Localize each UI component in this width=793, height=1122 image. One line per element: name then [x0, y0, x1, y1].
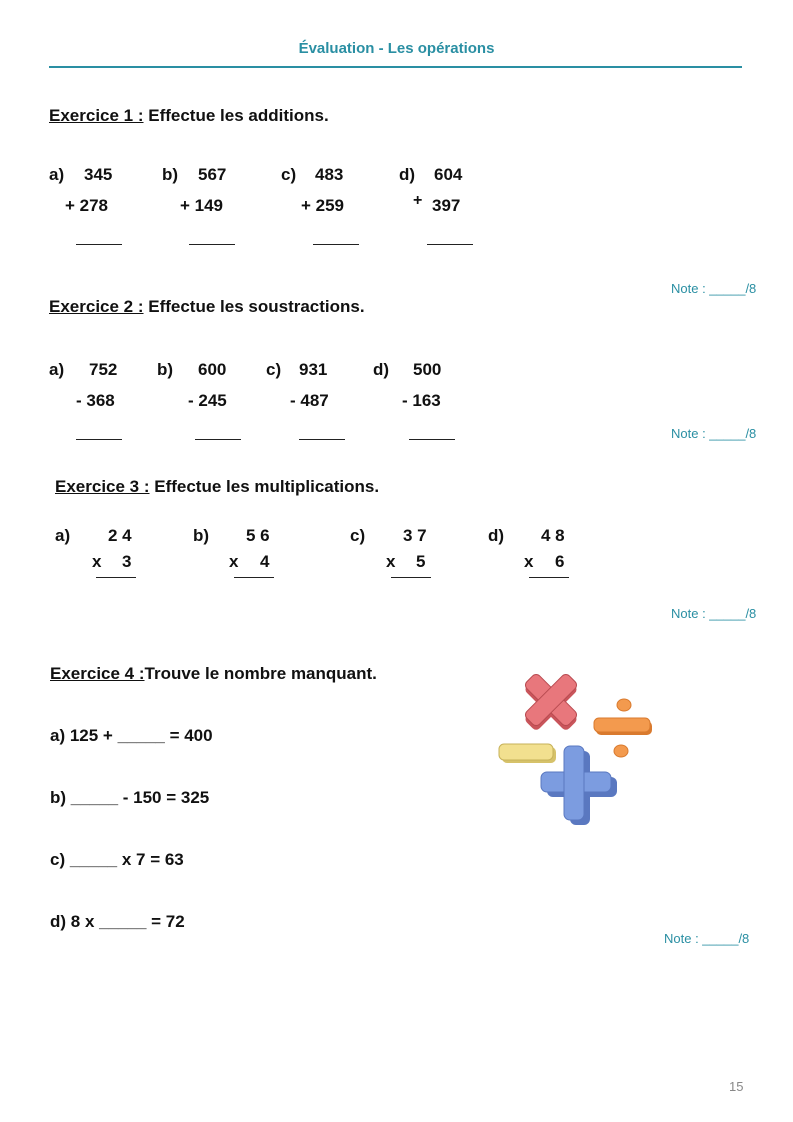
ex2-answer-a[interactable] — [76, 439, 122, 440]
ex3-x-a: x — [92, 552, 102, 571]
times-icon — [506, 668, 595, 747]
ex1-letter-b: b) — [162, 165, 179, 184]
exercise-3-label: Exercice 3 : — [55, 477, 150, 496]
ex4-note: Note : _____/8 — [664, 931, 750, 946]
ex3-answer-line-b[interactable] — [234, 577, 274, 578]
ex3-note: Note : _____/8 — [671, 606, 757, 621]
ex1-top-b: 567 — [198, 165, 227, 184]
math-operations-icon — [495, 668, 660, 826]
ex2-answer-d[interactable] — [409, 439, 455, 440]
page-number: 15 — [729, 1079, 744, 1094]
ex4-item-d[interactable]: d) 8 x _____ = 72 — [50, 912, 185, 931]
exercise-2-title — [49, 297, 365, 317]
ex3-letter-d: d) — [488, 526, 505, 545]
page-title: Évaluation - Les opérations — [298, 40, 495, 57]
ex2-top-c: 931 — [299, 360, 328, 379]
ex3-mult-d: 6 — [555, 552, 565, 571]
ex2-letter-c: c) — [266, 360, 282, 379]
ex2-letter-a: a) — [49, 360, 65, 379]
ex4-item-b[interactable]: b) _____ - 150 = 325 — [50, 788, 210, 807]
ex1-op-c: + 259 — [301, 196, 345, 215]
ex2-answer-c[interactable] — [299, 439, 345, 440]
ex3-x-b: x — [229, 552, 239, 571]
ex3-letter-b: b) — [193, 526, 210, 545]
ex4-item-a[interactable]: a) 125 + _____ = 400 — [50, 726, 213, 745]
ex1-op-a: + 278 — [65, 196, 109, 215]
ex3-x-d: x — [524, 552, 534, 571]
ex1-op-b: + 149 — [180, 196, 224, 215]
ex1-letter-c: c) — [281, 165, 297, 184]
divide-icon — [594, 699, 652, 757]
ex1-letter-a: a) — [49, 165, 65, 184]
exercise-4-title — [50, 664, 377, 684]
ex3-top-a: 2 4 — [108, 526, 132, 545]
ex3-answer-line-c[interactable] — [391, 577, 431, 578]
ex2-top-b: 600 — [198, 360, 227, 379]
header-divider — [49, 66, 742, 68]
exercise-1-label: Exercice 1 : — [49, 106, 144, 125]
ex3-mult-c: 5 — [416, 552, 426, 571]
ex1-op-d: 397 — [432, 196, 461, 215]
ex1-answer-d[interactable] — [427, 244, 473, 245]
ex3-top-b: 5 6 — [246, 526, 270, 545]
ex1-top-a: 345 — [84, 165, 113, 184]
ex2-top-d: 500 — [413, 360, 442, 379]
ex1-top-c: 483 — [315, 165, 344, 184]
ex1-top-d: 604 — [434, 165, 463, 184]
ex3-x-c: x — [386, 552, 396, 571]
ex2-note: Note : _____/8 — [671, 426, 757, 441]
ex1-letter-d: d) — [399, 165, 416, 184]
ex2-answer-b[interactable] — [195, 439, 241, 440]
ex2-letter-d: d) — [373, 360, 390, 379]
ex2-op-b: - 245 — [188, 391, 227, 410]
ex1-note: Note : _____/8 — [671, 281, 757, 296]
ex3-answer-line-a[interactable] — [96, 577, 136, 578]
ex2-op-a: - 368 — [76, 391, 115, 410]
ex2-letter-b: b) — [157, 360, 174, 379]
ex3-letter-a: a) — [55, 526, 71, 545]
ex4-item-c[interactable]: c) _____ x 7 = 63 — [50, 850, 184, 869]
exercise-1-title — [49, 106, 329, 126]
ex2-top-a: 752 — [89, 360, 118, 379]
ex3-letter-c: c) — [350, 526, 366, 545]
exercise-4-instruction: Trouve le nombre manquant. — [144, 664, 377, 683]
ex2-op-c: - 487 — [290, 391, 329, 410]
ex2-op-d: - 163 — [402, 391, 441, 410]
exercise-4-label: Exercice 4 : — [50, 664, 145, 683]
ex3-mult-a: 3 — [122, 552, 132, 571]
exercise-2-label: Exercice 2 : — [49, 297, 144, 316]
minus-icon — [499, 744, 556, 763]
exercise-3-instruction: Effectue les multiplications. — [149, 477, 380, 496]
exercise-2-instruction: Effectue les soustractions. — [143, 297, 365, 316]
ex1-answer-b[interactable] — [189, 244, 235, 245]
exercise-3-title — [55, 477, 379, 497]
ex3-mult-b: 4 — [260, 552, 270, 571]
exercise-1-instruction: Effectue les additions. — [143, 106, 329, 125]
ex1-sign-d: + — [413, 192, 423, 209]
ex1-answer-c[interactable] — [313, 244, 359, 245]
ex3-answer-line-d[interactable] — [529, 577, 569, 578]
ex3-top-d: 4 8 — [541, 526, 565, 545]
ex1-answer-a[interactable] — [76, 244, 122, 245]
ex3-top-c: 3 7 — [403, 526, 427, 545]
